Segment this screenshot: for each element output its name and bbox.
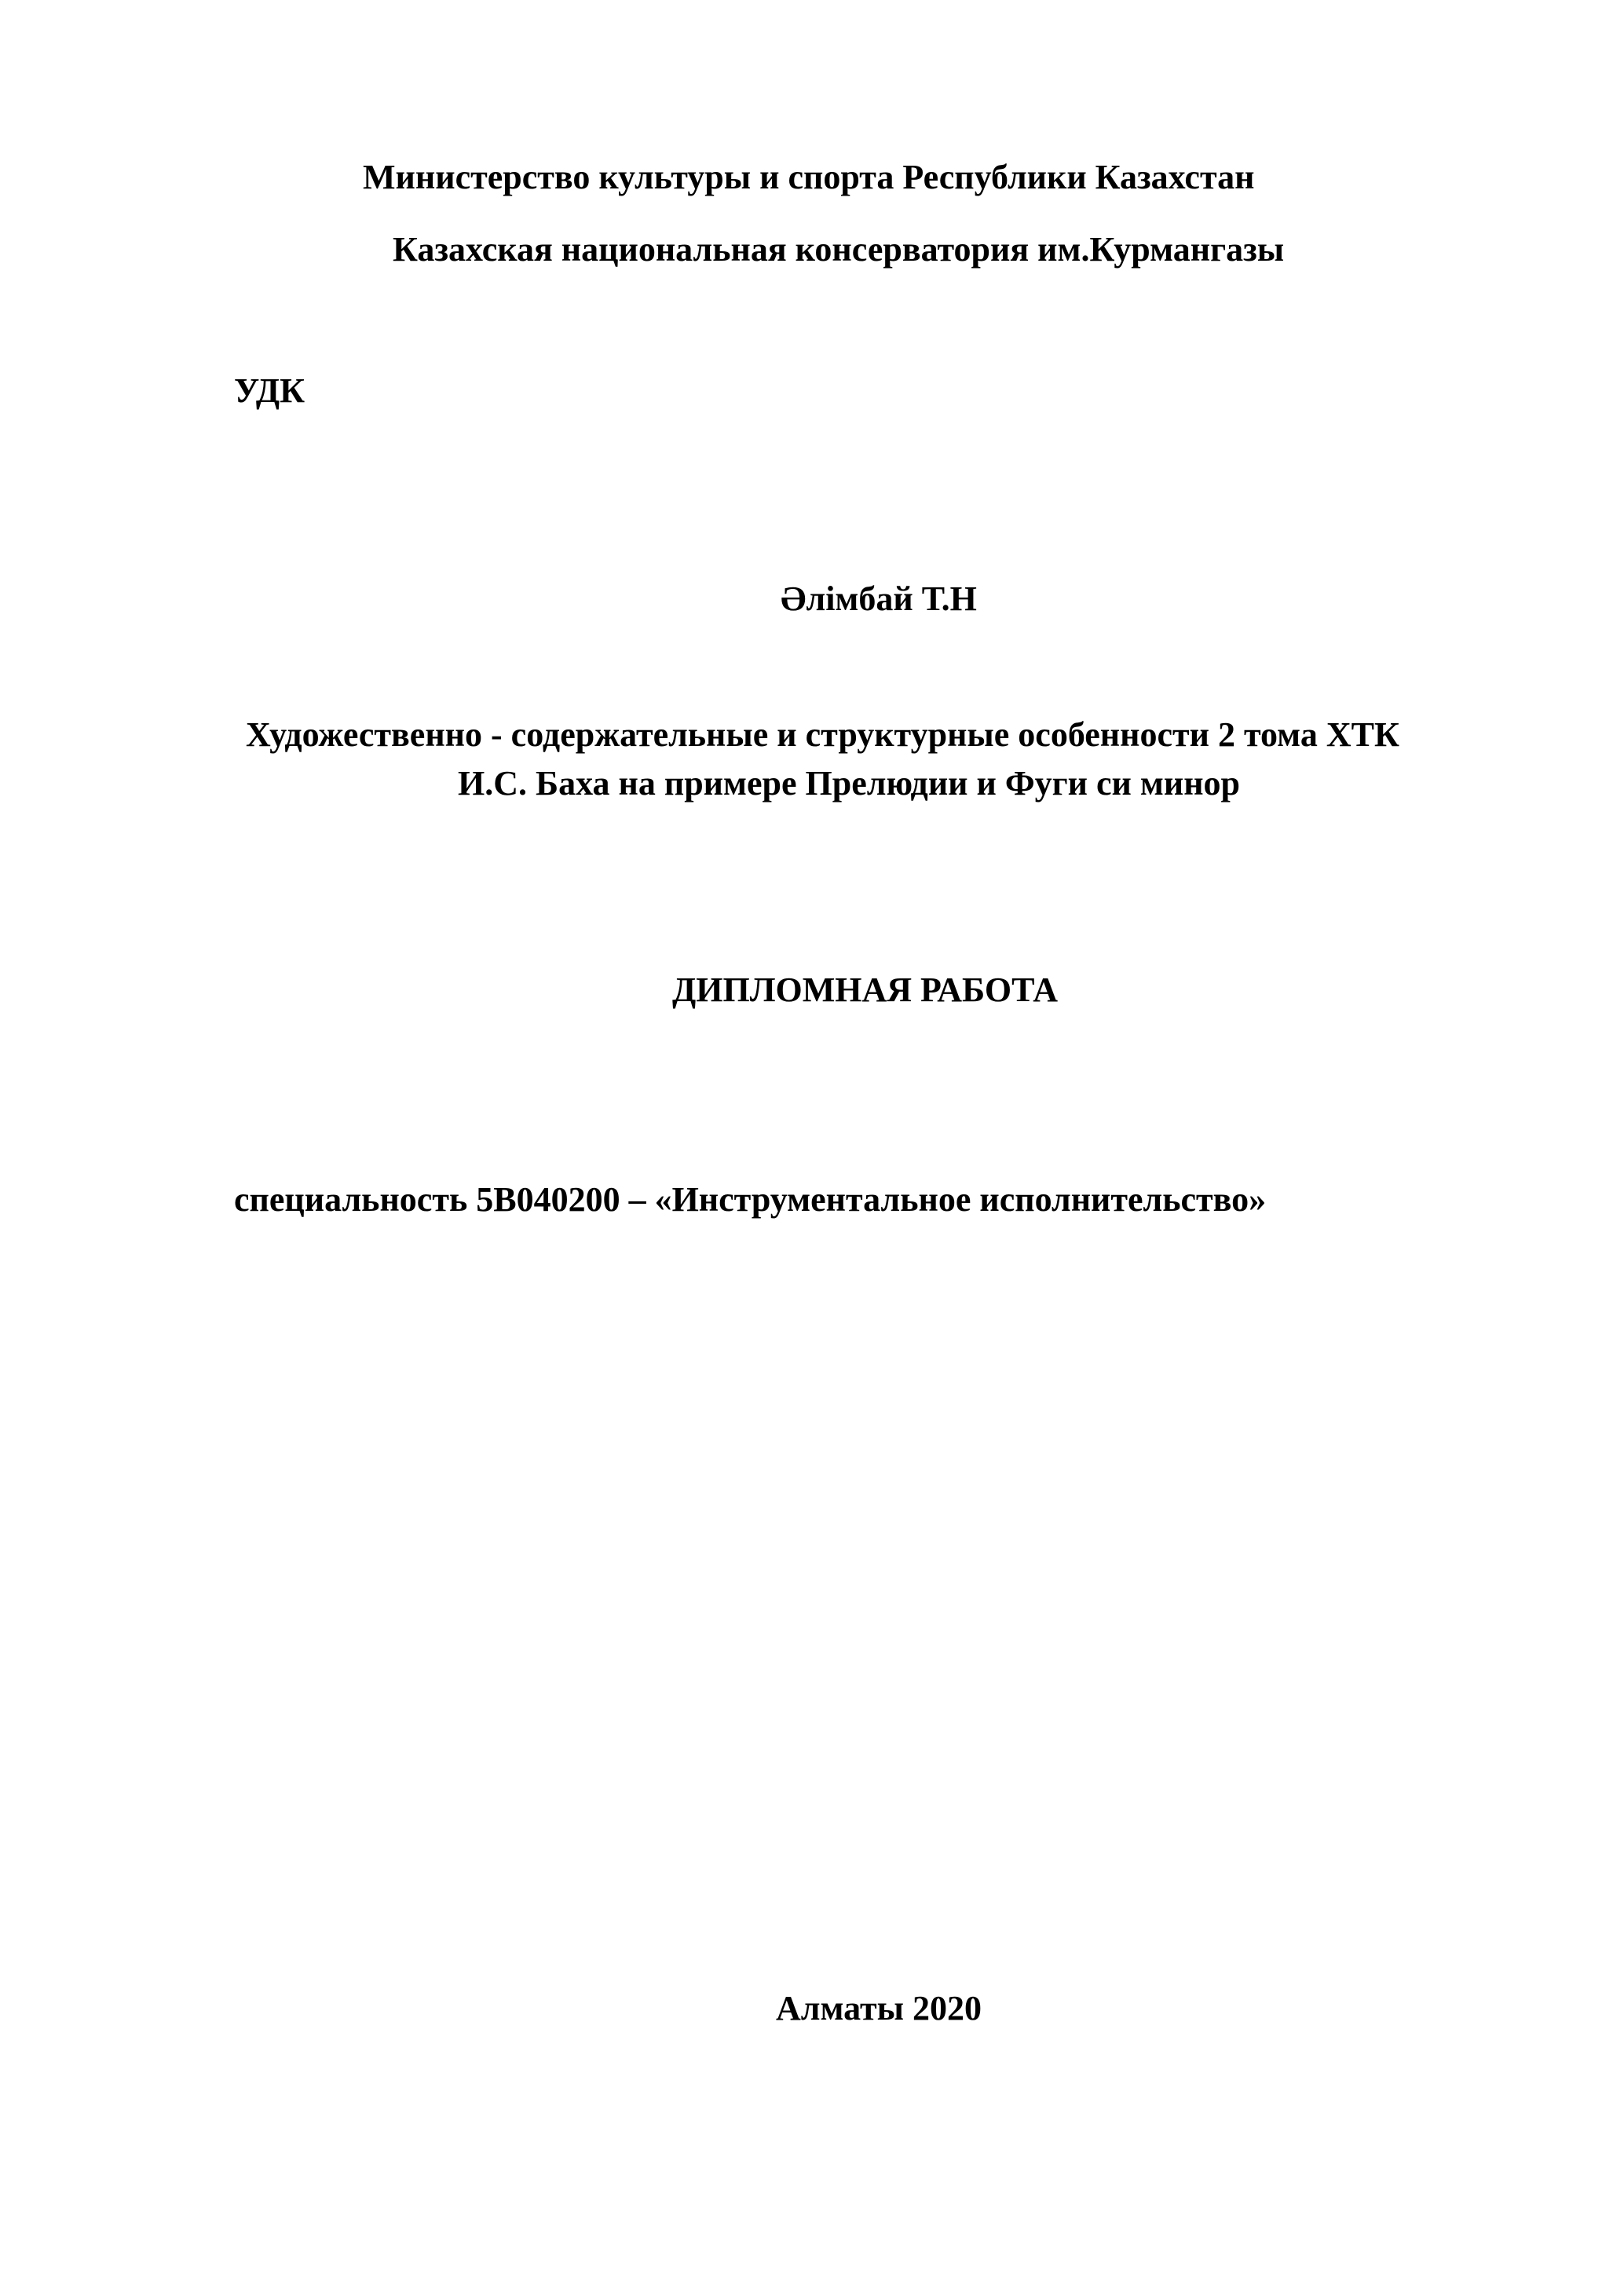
city-year: Алматы 2020 <box>776 1989 982 2027</box>
author-name: Әлімбай Т.Н <box>781 579 977 618</box>
work-type-heading: ДИПЛОМНАЯ РАБОТА <box>672 971 1059 1009</box>
thesis-title-line-1: Художественно - содержательные и структурные особенности 2 тома ХТК <box>246 715 1399 754</box>
udk-label: УДК <box>234 371 305 410</box>
ministry-heading: Министерство культуры и спорта Республики Казахстан <box>363 158 1255 196</box>
specialty-line: специальность 5В040200 – «Инструментальное исполнительство» <box>234 1180 1267 1219</box>
thesis-title-line-2: И.С. Баха на примере Прелюдии и Фуги си минор <box>458 764 1241 803</box>
conservatory-heading: Казахская национальная консерватория им.Курмангазы <box>393 230 1285 269</box>
